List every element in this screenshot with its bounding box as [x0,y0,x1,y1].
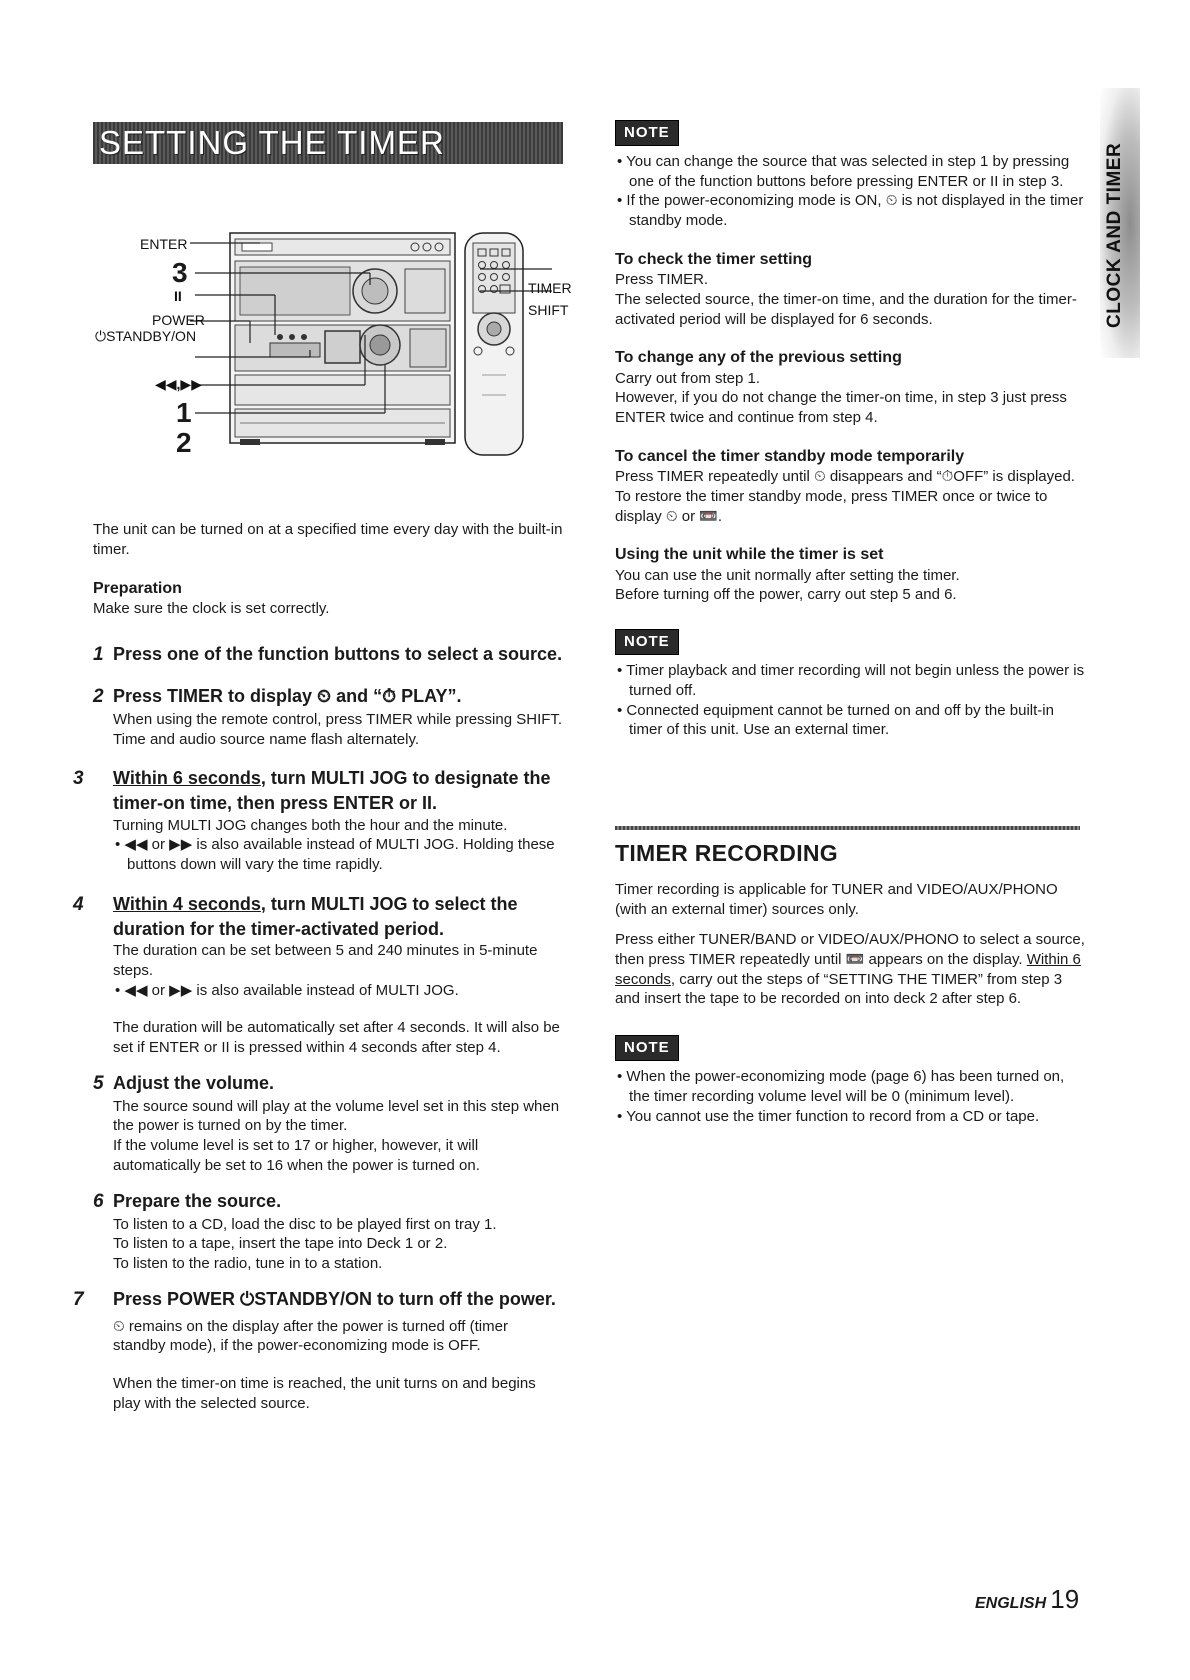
step-4-body-1: The duration can be set between 5 and 240 minutes in 5-minute steps. [113,942,538,979]
change-line-1: Carry out from step 1. [615,369,761,387]
label-pause: II [174,288,182,304]
label-step-2: 2 [176,427,192,458]
step-7-extra: When the timer-on time is reached, the unit turns on and begins play with the selected source. [113,1375,536,1413]
step-3-body-1: Turning MULTI JOG changes both the hour and the minute. [113,816,508,834]
cancel-heading: To cancel the timer standby mode temporarily [615,447,965,465]
footer-language: ENGLISH [975,1595,1047,1612]
note-2-item-1: • Timer playback and timer recording will not begin unless the power is turned off. [617,661,1085,699]
intro-text: The unit can be turned on at a specified time every day with the built-in timer. [93,521,563,558]
step-7-title: Press POWER ⏻STANDBY/ON to turn off the power. [113,1288,556,1309]
step-4-body-2: • ◀◀ or ▶▶ is also available instead of MULTI JOG. [115,981,459,999]
step-6-body-2: To listen to a tape, insert the tape into Deck 1 or 2. [113,1235,448,1253]
right-column [615,120,1085,740]
label-power: POWER [152,312,205,328]
note-3-item-1: • When the power-economizing mode (page 6) has been turned on, the timer recording volume level will be 0 (minimum level). [617,1067,1065,1105]
note-2-item-2: • Connected equipment cannot be turned on and off by the built-in timer of this unit. Use an external timer. [617,701,1054,739]
step-4-extra: The duration will be automatically set after 4 seconds. It will also be set if ENTER or II is pressed within 4 seconds after step 4. [113,1019,560,1057]
step-5-title: Adjust the volume. [113,1073,275,1093]
section-divider [615,826,1080,830]
step-3-title: , turn MULTI JOG to designate the timer-on time, then press ENTER or II. [113,768,551,814]
section-tab-label: CLOCK AND TIMER [1104,142,1125,328]
note-1 [615,152,1085,231]
page-footer [975,1582,1079,1616]
label-step-3: 3 [172,257,188,288]
using-heading: Using the unit while the timer is set [615,546,884,564]
step-4-title-underlined: Within 4 seconds [113,893,261,914]
label-standby: ⏻STANDBY/ON [95,328,197,344]
note-3-item-2: • You cannot use the timer function to record from a CD or tape. [617,1107,1040,1125]
cancel-line-2: To restore the timer standby mode, press TIMER once or twice to display ⏲ or 📼. [615,487,1048,525]
step-4: 4 Within 4 seconds, turn MULTI JOG to select the duration for the timer-activated period. The duration can be set between 5 and 240 minutes in 5-minute steps. • ◀◀ or ▶▶ is also available instead of MULTI JOG. The duration will be automatically set after 4 seconds. It will also be set if ENTER or II is pressed within 4 seconds after step 4. [93,893,563,1058]
using-line-2: Before turning off the power, carry out step 5 and 6. [615,586,957,604]
step-3-title-underlined: Within 6 seconds [113,768,261,789]
note-badge-3: NOTE [615,1035,679,1061]
stereo-unit-illustration [140,225,580,465]
timer-recording-p1: Timer recording is applicable for TUNER and VIDEO/AUX/PHONO (with an external timer) sources only. [615,881,1058,919]
cancel-line-1: Press TIMER repeatedly until ⏲ disappears and “⏱OFF” is displayed. [615,468,1075,486]
label-skip: ◀◀,▶▶ [155,376,202,392]
check-line-2: The selected source, the timer-on time, and the duration for the timer-activated period will be displayed for 6 seconds. [615,290,1077,328]
change-line-2: However, if you do not change the timer-on time, in step 3 just press ENTER twice and continue from step 4. [615,389,1067,427]
step-5-body-1: The source sound will play at the volume level set in this step when the power is turned on by the timer. [113,1097,560,1135]
check-heading: To check the timer setting [615,250,813,268]
step-1-title: Press one of the function buttons to select a source. [113,643,563,664]
step-2: 2 Press TIMER to display ⏲ and “⏱ PLAY”. When using the remote control, press TIMER while pressing SHIFT. Time and audio source name flash alternately. [93,686,563,748]
check-line-1: Press TIMER. [615,271,709,289]
section-tab [1100,88,1140,358]
step-4-title: , turn MULTI JOG to select the duration for the timer-activated period. [113,893,518,939]
label-enter: ENTER [140,236,188,252]
step-6: 6 Prepare the source. To listen to a CD, load the disc to be played first on tray 1. To listen to a tape, insert the tape into Deck 1 or 2. To listen to the radio, tune in to a station. [93,1190,563,1274]
step-5: 5 Adjust the volume. The source sound will play at the volume level set in this step when the power is turned on by the timer. If the volume level is set to 17 or higher, however, it will automatically be set to 16 when the power is turned on. [93,1072,563,1176]
step-6-body-3: To listen to the radio, tune in to a station. [113,1255,383,1273]
step-2-title: Press TIMER to display ⏲ and “⏱ PLAY”. [113,686,462,707]
change-heading: To change any of the previous setting [615,349,902,367]
left-column [73,520,563,1414]
step-2-body-2: Time and audio source name flash alternately. [113,730,419,748]
using-line-1: You can use the unit normally after setting the timer. [615,566,960,584]
step-7-body-1: ⏲ remains on the display after the power is turned off (timer standby mode), if the power-economizing mode is OFF. [113,1317,508,1355]
label-step-1: 1 [176,397,192,428]
step-3: 3 Within 6 seconds, turn MULTI JOG to designate the timer-on time, then press ENTER or II. Turning MULTI JOG changes both the hour and the minute. • ◀◀ or ▶▶ is also available instead of MULTI JOG. Holding these buttons down will vary the time rapidly. [93,767,563,874]
step-5-body-2: If the volume level is set to 17 or higher, however, it will automatically be set to 16 when the power is turned on. [113,1137,480,1175]
page-number: 19 [1050,1584,1080,1614]
preparation-text: Make sure the clock is set correctly. [93,599,330,617]
step-7: 7 Press POWER ⏻STANDBY/ON to turn off the power. ⏲ remains on the display after the power is turned off (timer standby mode), if the power-economizing mode is OFF. When the timer-on time is reached, the unit turns on and begins play with the selected source. [93,1288,563,1414]
note-badge-1: NOTE [615,120,679,146]
label-timer: TIMER [528,280,572,296]
page-title: SETTING THE TIMER [93,122,563,164]
timer-recording-heading: TIMER RECORDING [615,840,838,866]
note-2 [615,661,1085,740]
note-1-item-2: • If the power-economizing mode is ON, ⏲ is not displayed in the timer standby mode. [617,192,1084,230]
note-1-item-1: • You can change the source that was selected in step 1 by pressing one of the function buttons before pressing ENTER or II in step 3. [617,152,1070,190]
note-badge-2: NOTE [615,629,679,655]
label-shift: SHIFT [528,302,569,318]
step-2-body-1: When using the remote control, press TIMER while pressing SHIFT. [113,710,563,728]
timer-recording-p2: Press either TUNER/BAND or VIDEO/AUX/PHONO to select a source, then press TIMER repeatedly until 📼 appears on the display. Within 6 seconds, carry out the steps of “SETTING THE TIMER” from step 3 and insert the tape to be recorded on into deck 2 after step 6. [615,930,1085,1008]
device-diagram [95,225,580,465]
step-6-title: Prepare the source. [113,1190,282,1211]
note-3 [615,1067,1085,1126]
preparation-heading: Preparation [93,579,182,597]
timer-recording-section [615,838,1085,1126]
step-1: 1 Press one of the function buttons to select a source. [93,643,563,665]
step-3-body-2: • ◀◀ or ▶▶ is also available instead of MULTI JOG. Holding these buttons down will vary the time rapidly. [115,836,555,874]
step-6-body-1: To listen to a CD, load the disc to be played first on tray 1. [113,1215,497,1233]
